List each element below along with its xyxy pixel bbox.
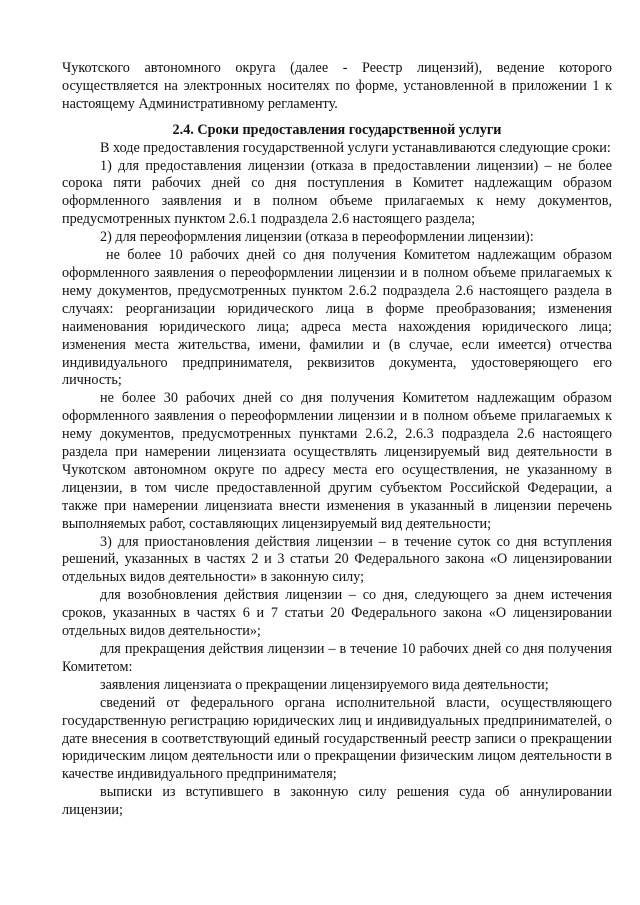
intro-paragraph: Чукотского автономного округа (далее - Реестр лицензий), ведение которого осуществляется на электронных носителях по форме, установленной в приложении 1 к настоящему Административному регламенту.	[62, 60, 612, 112]
paragraph-item-2: 2) для переоформления лицензии (отказа в переоформлении лицензии):	[100, 229, 534, 246]
paragraph-item-2-30-days: не более 30 рабочих дней со дня получения Комитетом надлежащим образом оформленного заявления о переоформлении лицензии и в полном объеме прилагаемых к нему документов, предусмотренных пунктами 2.6.2, 2.6.3 подраздела 2.6 настоящего раздела при намерении лицензиата осуществлять лицензируемый вид деятельности в Чукотском автономном округе по адресу места его осуществления, не указанному в лицензии, в том числе предоставленной другим субъектом Российской Федерации, а также при намерении лицензиата внести изменения в указанный в лицензии перечень выполняемых работ, составляющих лицензируемый вид деятельности;	[62, 390, 612, 532]
paragraph-federal-registration: сведений от федерального органа исполнительной власти, осуществляющего государственную регистрацию юридических лиц и индивидуальных предпринимателей, о дате внесения в соответствующий единый государственный реестр записи о прекращении юридическим лицом деятельности или о прекращении физическим лицом деятельности в качестве индивидуального предпринимателя;	[62, 694, 612, 783]
paragraph-resumption: для возобновления действия лицензии – со дня, следующего за днем истечения сроков, указанных в частях 6 и 7 статьи 20 Федерального закона «О лицензировании отдельных видов деятельности»;	[62, 587, 612, 640]
paragraph-licensee-statement: заявления лицензиата о прекращении лицензируемого вида деятельности;	[100, 676, 549, 693]
paragraph-item-2-10-days: не более 10 рабочих дней со дня получения Комитетом надлежащим образом оформленного заявления о переоформлении лицензии и в полном объеме прилагаемых к нему документов, предусмотренных пунктом 2.6.2 подраздела 2.6 настоящего раздела в случаях: реорганизации юридического лица в форме преобразования; изменения наименования юридического лица; адреса места нахождения юридического лица; изменения места жительства, имени, фамилии и (в случае, если имеется) отчества индивидуального предпринимателя, реквизитов документа, удостоверяющего его личность;	[62, 247, 612, 389]
paragraph-item-3-suspension: 3) для приостановления действия лицензии – в течение суток со дня вступления решений, указанных в частях 2 и 3 статьи 20 Федерального закона «О лицензировании отдельных видов деятельности» в законную силу;	[62, 533, 612, 586]
paragraph-termination: для прекращения действия лицензии – в течение 10 рабочих дней со дня получения Комитетом:	[62, 641, 612, 675]
section-heading: 2.4. Сроки предоставления государственной услуги	[172, 121, 502, 138]
paragraph-terms-intro: В ходе предоставления государственной услуги устанавливаются следующие сроки:	[100, 139, 611, 156]
document-page	[62, 60, 612, 820]
paragraph-item-1: 1) для предоставления лицензии (отказа в предоставлении лицензии) – не более сорока пяти рабочих дней со дня поступления в Комитет надлежащим образом оформленного заявления и в полном объеме прилагаемых к нему документов, предусмотренных пунктом 2.6.1 подраздела 2.6 настоящего раздела;	[62, 157, 612, 228]
paragraph-court-decision: выписки из вступившего в законную силу решения суда об аннулировании лицензии;	[62, 784, 612, 819]
